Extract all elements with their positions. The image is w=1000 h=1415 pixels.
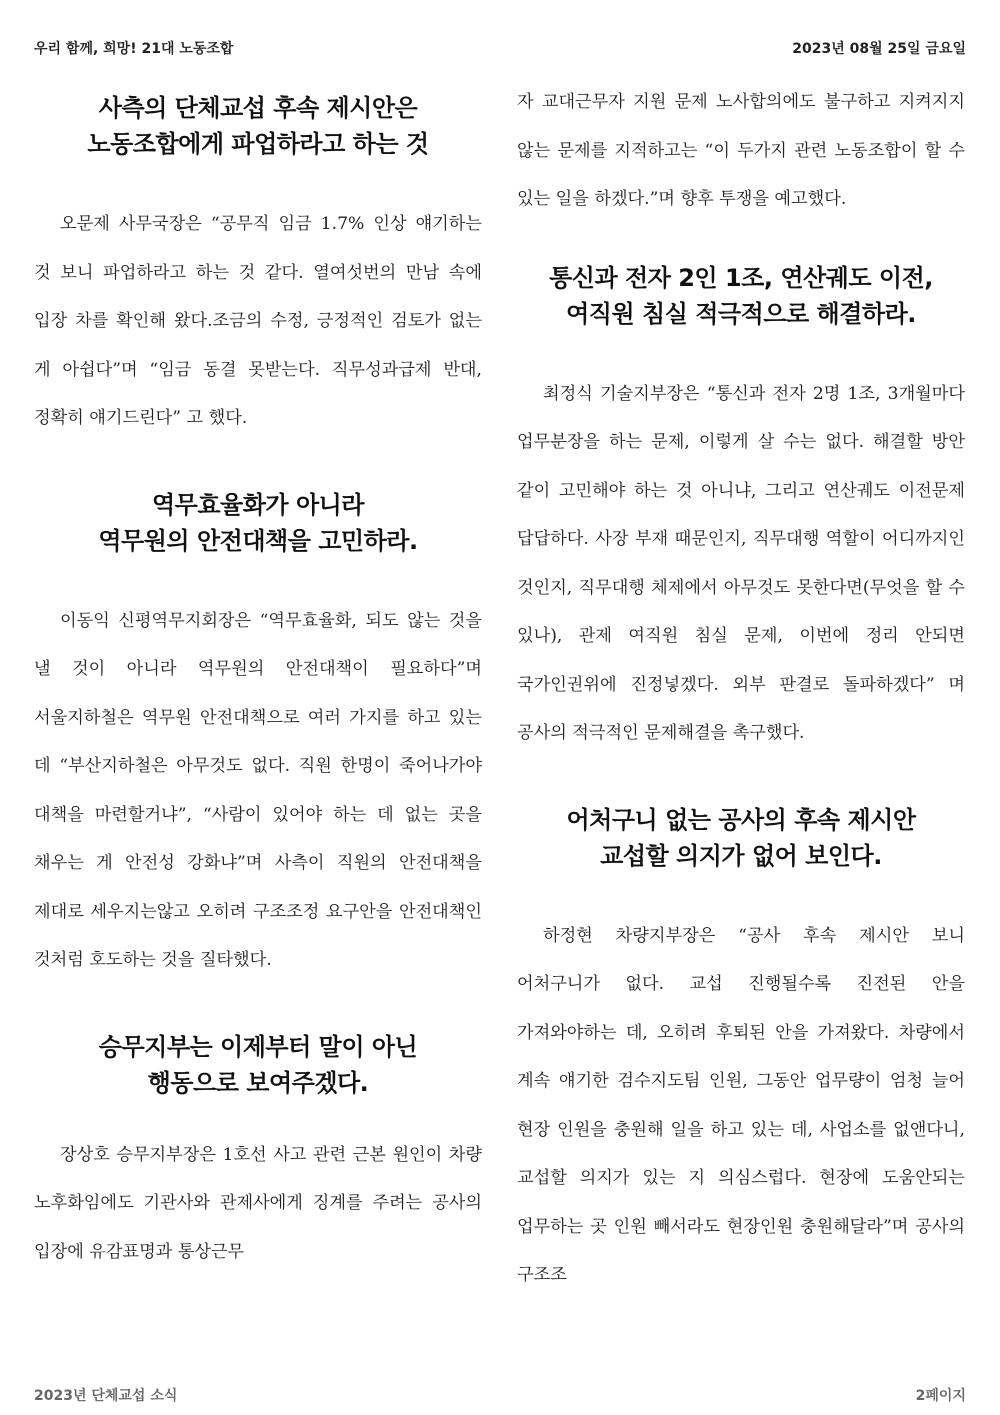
page-number: 2페이지 <box>915 1388 966 1404</box>
section-heading <box>517 260 965 332</box>
heading-line: 승무지부는 이제부터 말이 아닌 <box>98 1032 418 1061</box>
footer-title: 2023년 단체교섭 소식 <box>34 1388 178 1404</box>
heading-line: 어처구니 없는 공사의 후속 제시안 <box>566 805 916 834</box>
section-heading <box>34 487 482 559</box>
right-column <box>517 78 965 1300</box>
article-paragraph: 하정현 차량지부장은 “공사 후속 제시안 보니 어처구니가 없다. 교섭 진행될수록 진전된 안을 가져와야하는 데, 오히려 후퇴된 안을 가져왔다. 차량에서 계속 얘기한 검수지도팀 인원, 그동안 업무량이 엄청 늘어 현장 인원을 충원해 일을 하고 있는 데, 사업소를 없앤다니, 교섭할 의지가 있는 지 의심스럽다. 현장에 도움안되는 업무하는 곳 인원 빼서라도 현장인원 충원해달라”며 공사의 구조조 <box>517 925 965 1285</box>
article-paragraph-continued: 자 교대근무자 지원 문제 노사합의에도 불구하고 지켜지지 않는 문제를 지적하고는 “이 두가지 관련 노동조합이 할 수 있는 일을 하겠다.”며 향후 투쟁을 예고했다. <box>517 92 965 209</box>
article-paragraph: 이동익 신평역무지회장은 “역무효율화, 되도 않는 것을 낼 것이 아니라 역무원의 안전대책이 필요하다”며 서울지하철은 역무원 안전대책으로 여러 가지를 하고 있는 데 “부산지하철은 아무것도 없다. 직원 한명이 죽어나가야 대책을 마련할거냐”, “사람이 있어야 하는 데 없는 곳을 채우는 게 안전성 강화냐”며 사측이 직원의 안전대책을 제대로 세우지는않고 오히려 구조조정 요구안을 안전대책인 것처럼 호도하는 것을 질타했다. <box>34 610 482 970</box>
issue-date: 2023년 08월 25일 금요일 <box>792 41 966 57</box>
heading-line: 역무원의 안전대책을 고민하라. <box>98 526 418 555</box>
section-heading <box>34 1029 482 1101</box>
heading-line: 여직원 침실 적극적으로 해결하라. <box>566 299 916 328</box>
section-heading <box>34 90 482 162</box>
heading-line: 행동으로 보여주겠다. <box>147 1068 369 1097</box>
article-paragraph: 최정식 기술지부장은 “통신과 전자 2명 1조, 3개월마다 업무분장을 하는 문제, 이렇게 살 수는 없다. 해결할 방안 같이 고민해야 하는 것 아니냐, 그리고 연산궤도 이전문제 답답하다. 사장 부재 때문인지, 직무대행 역할이 어디까지인 것인지, 직무대행 체제에서 아무것도 못한다면(무엇을 할 수 있나), 관제 여직원 침실 문제, 이번에 정리 안되면 국가인권위에 진정넣겠다. 외부 판결로 돌파하겠다” 며 공사의 적극적인 문제해결을 촉구했다. <box>517 383 965 743</box>
article-paragraph: 오문제 사무국장은 “공무직 임금 1.7% 인상 얘기하는 것 보니 파업하라고 하는 것 같다. 열여섯번의 만남 속에 입장 차를 확인해 왔다.조금의 수정, 긍정적인 검토가 없는 게 아쉽다”며 “임금 동결 못받는다. 직무성과급제 반대, 정확히 얘기드린다” 고 했다. <box>34 214 482 428</box>
newsletter-name: 우리 함께, 희망! 21대 노동조합 <box>34 41 234 57</box>
heading-line: 역무효율화가 아니라 <box>151 490 364 519</box>
heading-line: 통신과 전자 2인 1조, 연산궤도 이전, <box>549 263 933 292</box>
article-paragraph: 장상호 승무지부장은 1호선 사고 관련 근본 원인이 차량 노후화임에도 기관사와 관제사에게 징계를 주려는 공사의 입장에 유감표명과 통상근무 <box>34 1144 482 1262</box>
left-column <box>34 90 482 1276</box>
section-heading <box>517 802 965 874</box>
heading-line: 교섭할 의지가 없어 보인다. <box>600 841 882 870</box>
heading-line: 사측의 단체교섭 후속 제시안은 <box>98 94 418 122</box>
heading-line: 노동조합에게 파업하라고 하는 것 <box>87 130 429 158</box>
